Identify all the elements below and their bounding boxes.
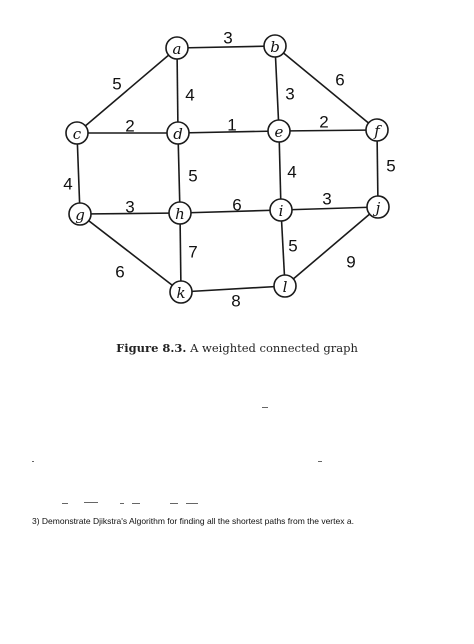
edge-weight-g-k: 6 <box>115 262 125 282</box>
scan-artifact <box>132 503 140 504</box>
edge-weight-c-d: 2 <box>125 116 135 136</box>
scan-artifact <box>186 503 198 504</box>
edge-weight-d-h: 5 <box>188 166 198 186</box>
node-d <box>167 122 189 144</box>
edge-weight-h-i: 6 <box>232 195 242 215</box>
node-label: f <box>374 122 380 140</box>
edge-weight-j-l: 9 <box>346 252 356 272</box>
node-k <box>170 281 192 303</box>
scan-artifact <box>32 461 34 462</box>
question-text: 3) Demonstrate Djikstra's Algorithm for finding all the shortest paths from the vertex a. <box>32 516 354 526</box>
scan-artifact <box>120 503 124 504</box>
node-label: h <box>175 205 185 223</box>
edge-d-h <box>178 133 180 213</box>
figure-number: Figure 8.3. <box>116 341 187 355</box>
edge-weight-i-l: 5 <box>288 236 298 256</box>
edge-weight-e-f: 2 <box>319 112 329 132</box>
edge-h-k <box>180 213 181 292</box>
edge-weights <box>63 29 395 311</box>
edge-j-l <box>285 207 378 286</box>
node-label: g <box>75 206 85 224</box>
edge-weight-b-e: 3 <box>285 84 295 104</box>
scan-artifact <box>62 503 68 504</box>
edge-a-d <box>177 48 178 133</box>
node-label: e <box>274 123 284 141</box>
edge-weight-k-l: 8 <box>231 291 241 311</box>
edge-weight-b-f: 6 <box>335 70 345 90</box>
node-f <box>366 119 388 141</box>
node-h <box>169 202 191 224</box>
node-label: d <box>173 125 183 143</box>
node-label: l <box>282 278 288 296</box>
edge-weight-e-i: 4 <box>287 162 297 182</box>
node-i <box>270 199 292 221</box>
node-label: a <box>172 40 182 58</box>
node-label: k <box>176 284 186 302</box>
edge-weight-a-b: 3 <box>223 28 233 48</box>
node-label: c <box>72 125 82 143</box>
node-a <box>166 37 188 59</box>
edge-weight-a-d: 4 <box>185 85 195 105</box>
figure-caption <box>0 341 474 355</box>
edge-weight-i-j: 3 <box>322 189 332 209</box>
scan-artifact <box>318 461 322 462</box>
edge-g-k <box>80 214 181 292</box>
edge-c-g <box>77 133 80 214</box>
edge-weight-c-g: 4 <box>63 174 73 194</box>
edge-h-i <box>180 210 281 213</box>
node-label: i <box>278 202 284 220</box>
edge-weight-a-c: 5 <box>112 74 122 94</box>
node-b <box>264 35 286 57</box>
scan-artifact <box>84 502 98 503</box>
scan-artifact <box>262 407 268 408</box>
scan-artifact <box>170 503 178 504</box>
node-j <box>367 196 389 218</box>
node-g <box>69 203 91 225</box>
node-l <box>274 275 296 297</box>
edge-b-e <box>275 46 279 131</box>
node-label: b <box>270 38 280 56</box>
edge-weight-h-k: 7 <box>188 242 198 262</box>
graph-edges <box>77 46 378 292</box>
figure-caption-text: A weighted connected graph <box>190 341 358 355</box>
edge-e-i <box>279 131 281 210</box>
edge-weight-g-h: 3 <box>125 197 135 217</box>
node-c <box>66 122 88 144</box>
edge-weight-f-j: 5 <box>386 156 396 176</box>
node-label: j <box>375 199 381 217</box>
edge-weight-d-e: 1 <box>227 115 237 135</box>
node-e <box>268 120 290 142</box>
